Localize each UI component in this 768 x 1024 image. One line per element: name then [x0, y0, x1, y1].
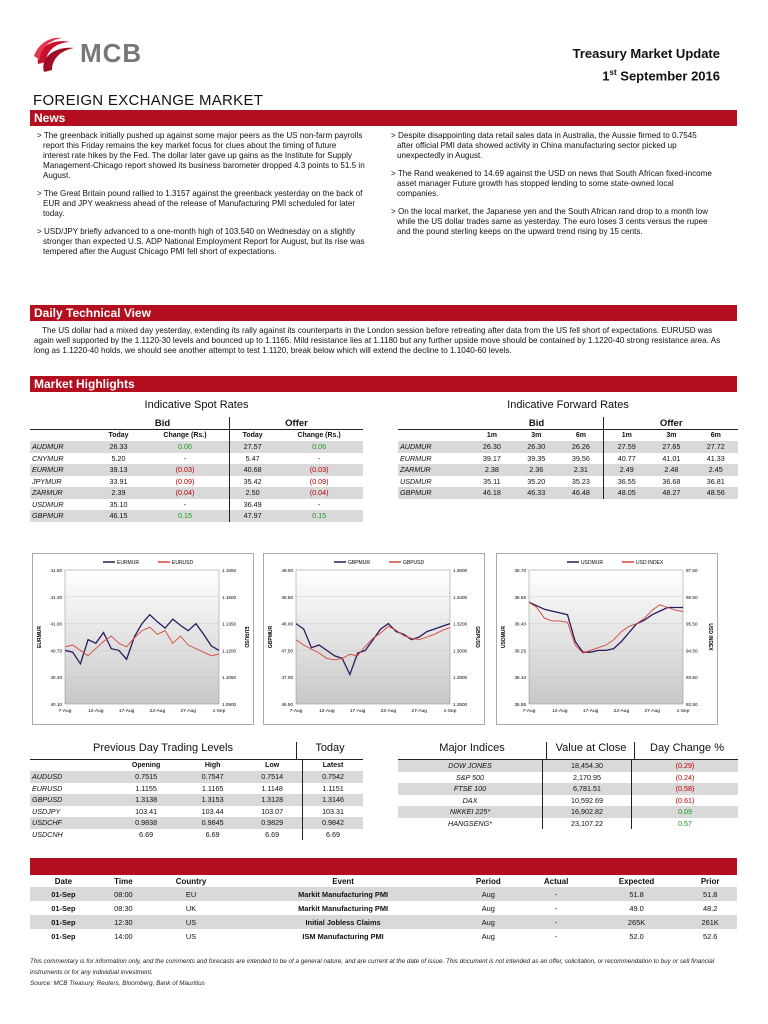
rate-cell: 36.68	[662, 476, 681, 486]
y2-tick-label: 1.1650	[222, 568, 237, 573]
level-cell: 103.31	[303, 806, 363, 818]
technical-text: The US dollar had a mixed day yesterday, extending its rally against its counterparts in the London session before retreating after data from the US fell short of expectations. EURUSD was again well supported by the 1.1120-30 levels and bounced up to 1.1165. Mild resistance lies at 1.1180 but any further upside move should be contained by 1.1220-40 strong resistance area. As long as 1.1220-40 holds, we should see another attempt to test 1.1120, break below which will extend the decline to 1.1040-60 levels.	[34, 326, 721, 355]
pair-label: AUDUSD	[30, 771, 109, 783]
indices-table	[398, 759, 738, 829]
column-header: Expected	[618, 876, 655, 886]
rate-cell: 39.56	[571, 453, 590, 463]
index-name: FTSE 100	[398, 783, 543, 795]
bid-value: 2.39	[96, 487, 141, 499]
calendar-cell: 49.0	[629, 903, 644, 913]
x-tick-label: 27-Aug	[180, 709, 196, 714]
index-name: DAX	[462, 795, 478, 805]
legend-label: EURUSD	[172, 560, 194, 566]
offer-change: (0.03)	[275, 464, 363, 476]
pair-label: EURMUR	[400, 453, 432, 463]
rate-cell: 41.33	[706, 453, 725, 463]
index-name: NIKKEI 225*	[398, 806, 543, 818]
y-tick-label: 41.60	[50, 568, 62, 573]
calendar-cell: 265K	[590, 915, 684, 929]
index-value: 23,107.22	[543, 818, 632, 830]
economic-calendar-table	[30, 875, 737, 943]
y2-tick-label: 97.50	[686, 568, 698, 573]
spot-rates-table: Bid Offer Today Change (Rs.) Today Change (Rs.) AUDMUR 26.33 0.06 27.57 0.06 CNYMUR 5.20 - 5.47 - EURMUR 39.13 (0.03) 40.68 (0.03) JPYMUR 33.91 (0.09) 35.42 (0.09) ZARMUR 2.39 (0.04) 2.50 (0.04) USDMUR 35.10 - 36.49 - GBPMUR 46.15 0.15 47.97 0.15	[30, 417, 363, 522]
legend-label: GBPMUR	[348, 560, 370, 566]
y2-tick-label: 1.3200	[453, 621, 468, 627]
rate-cell: 27.72	[694, 441, 738, 453]
index-change: 0.57	[632, 818, 739, 830]
calendar-cell: Aug	[454, 915, 522, 929]
technical-bar: Daily Technical View	[30, 305, 737, 321]
calendar-cell: 08:30	[114, 903, 133, 913]
table-row	[30, 783, 363, 795]
news-item: > The Great Britain pound rallied to 1.3157 against the greenback yesterday on the back of EUR and JPY weakness ahead of the release of Manufacturing PMI scheduled for later today.	[37, 189, 363, 218]
eurmur-chart	[32, 553, 254, 725]
legend-label: GBPUSD	[403, 560, 425, 566]
table-row	[398, 772, 738, 784]
calendar-cell: 261K	[683, 915, 737, 929]
y-axis-label: EURMUR	[37, 626, 43, 648]
level-cell: 103.07	[261, 806, 284, 816]
column-header: Country	[175, 876, 207, 886]
column-header: Prior	[700, 876, 720, 886]
x-tick-label: 1-Sep	[443, 709, 457, 714]
pair-label: EURMUR	[30, 464, 96, 476]
index-value: 18,454.30	[543, 760, 632, 772]
y2-tick-label: 1.1200	[222, 648, 237, 654]
index-value: 6,781.51	[543, 783, 632, 795]
bid-value: 26.33	[96, 441, 141, 453]
x-tick-label: 22-Aug	[380, 709, 397, 714]
pair-label: USDCNH	[32, 829, 63, 839]
bid-value: 33.91	[109, 476, 128, 486]
table-row	[30, 771, 363, 783]
level-cell: 6.69	[205, 829, 220, 839]
y2-tick-label: 1.3000	[453, 648, 468, 654]
offer-value: 35.42	[230, 476, 276, 488]
calendar-cell: UK	[185, 903, 197, 913]
bid-change: -	[183, 499, 187, 509]
y-tick-label: 48.50	[281, 594, 293, 600]
level-cell: 0.9829	[242, 817, 302, 829]
calendar-cell: 01-Sep	[30, 915, 97, 929]
y-tick-label: 40.10	[50, 702, 62, 707]
level-cell: 0.7514	[242, 771, 302, 783]
level-cell: 0.7515	[109, 771, 183, 783]
level-cell: 1.3138	[109, 794, 183, 806]
calendar-cell: EU	[150, 887, 232, 901]
index-change: (0.24)	[632, 772, 739, 784]
calendar-cell: Aug	[481, 903, 495, 913]
rate-cell: 26.30	[470, 441, 514, 453]
y-tick-label: 35.95	[514, 702, 526, 707]
level-cell: 1.1155	[135, 783, 157, 793]
rate-cell: 27.59	[604, 441, 649, 453]
index-value: 2,170.95	[543, 772, 632, 784]
pair-label: USDMUR	[400, 476, 432, 486]
index-name: HANGSENG*	[448, 818, 492, 828]
document-title	[573, 44, 720, 85]
bid-change: -	[183, 453, 187, 463]
offer-value: 27.57	[230, 441, 276, 453]
pair-label: EURUSD	[32, 783, 63, 793]
rate-cell: 2.45	[694, 464, 738, 476]
y2-axis-label: GBPUSD	[474, 626, 480, 648]
rate-cell: 40.77	[604, 453, 649, 465]
rate-cell: 35.11	[483, 476, 501, 486]
table-row	[398, 818, 738, 830]
x-tick-label: 17-Aug	[582, 709, 599, 714]
calendar-cell: -	[554, 903, 558, 913]
y2-tick-label: 95.50	[686, 621, 698, 627]
indices-change-title: Day Change %	[634, 742, 739, 759]
column-header: Event	[332, 876, 354, 886]
calendar-cell: 01-Sep	[30, 887, 97, 901]
indices-value-title: Value at Close	[546, 742, 635, 759]
table-row	[30, 794, 363, 806]
index-value: 10,592.69	[543, 795, 632, 807]
index-change: (0.29)	[632, 760, 739, 772]
rate-cell: 48.27	[649, 487, 693, 499]
table-row	[30, 829, 363, 841]
calendar-cell: 51.8	[683, 887, 737, 901]
forward-rates-table: Bid Offer 1m 3m 6m 1m 3m 6m AUDMUR 26.30 26.30 26.26 27.59 27.65 27.72 EURMUR 39.17 39.35 39.56 40.77 41.01 41.33 ZARMUR 2.38 2.36 2.31 2.49 2.48 2.45 USDMUR 35.11 35.20 35.23 36.55 36.68 36.81 GBPMUR 46.18 46.33 46.48 48.05 48.27 48.56	[398, 417, 738, 499]
level-cell: 1.3146	[303, 794, 363, 806]
x-tick-label: 12-Aug	[88, 709, 104, 714]
y2-tick-label: 1.1350	[222, 621, 237, 627]
x-tick-label: 12-Aug	[552, 709, 568, 714]
y2-tick-label: 1.2600	[453, 702, 468, 707]
y-axis-label: USDMUR	[501, 626, 507, 648]
calendar-bar	[30, 858, 737, 875]
pair-label: CNYMUR	[32, 453, 64, 463]
offer-change: (0.09)	[309, 476, 329, 486]
calendar-cell: Aug	[454, 887, 522, 901]
calendar-cell: Markit Manufacturing PMI	[232, 887, 454, 901]
x-tick-label: 17-Aug	[118, 709, 135, 714]
index-change: (0.58)	[632, 783, 739, 795]
calendar-cell: ISM Manufacturing PMI	[302, 931, 384, 941]
table-row	[30, 441, 363, 453]
calendar-cell: 08:00	[97, 887, 150, 901]
usdmur-chart	[496, 553, 718, 725]
bid-change: 0.06	[141, 441, 230, 453]
y-tick-label: 47.00	[281, 675, 293, 681]
level-cell: 0.7542	[303, 771, 363, 783]
table-row	[398, 487, 738, 499]
bid-change: (0.04)	[141, 487, 230, 499]
y-tick-label: 41.00	[50, 621, 62, 627]
legend-label: USD INDEX	[636, 560, 664, 566]
pair-label: USDCHF	[30, 817, 109, 829]
table-row	[30, 464, 363, 476]
rate-cell: 48.56	[694, 487, 738, 499]
calendar-header	[30, 875, 737, 887]
level-cell: 1.1165	[201, 783, 224, 793]
rate-cell: 2.38	[470, 464, 514, 476]
news-item: > USD/JPY briefly advanced to a one-month high of 103.540 on Wednesday on a slightly stronger than expected U.S. ADP National Employment Report for August, but its rise was tempered after the August Chicago PMI fell short of expectations.	[37, 227, 365, 256]
index-change: 0.09	[632, 806, 739, 818]
plot-area	[65, 570, 219, 704]
news-left-column	[35, 131, 365, 265]
x-tick-label: 22-Aug	[613, 709, 630, 714]
y2-tick-label: 1.3400	[453, 594, 468, 600]
indices-title: Major Indices	[439, 742, 505, 754]
rate-cell: 2.36	[514, 464, 558, 476]
y-tick-label: 36.55	[514, 594, 526, 600]
offer-change: 0.15	[275, 510, 363, 522]
news-bar: News	[30, 110, 737, 126]
table-row	[398, 760, 738, 772]
table-row	[30, 915, 737, 929]
level-cell: 1.3128	[242, 794, 302, 806]
level-cell: 0.7547	[183, 771, 242, 783]
rate-cell: 27.65	[649, 441, 693, 453]
y2-tick-label: 1.1050	[222, 675, 237, 681]
prev-day-title: Previous Day Trading Levels	[92, 742, 233, 754]
legend-label: EURMUR	[117, 560, 139, 566]
y-tick-label: 48.00	[281, 621, 293, 627]
table-row	[30, 901, 737, 915]
calendar-cell: 48.2	[702, 903, 718, 913]
calendar-cell: -	[522, 915, 589, 929]
offer-value: 36.49	[230, 499, 276, 511]
bid-value: 46.15	[96, 510, 141, 522]
y-tick-label: 40.70	[50, 648, 62, 654]
pair-label: USDJPY	[32, 806, 61, 816]
bid-change: (0.03)	[141, 464, 230, 476]
table-row	[398, 464, 738, 476]
calendar-cell: -	[522, 887, 589, 901]
disclaimer: This commentary is for information only, and the comments and forecasts are intended to be of a general nature, and are current at the date of issue. This document is not intended as an offer, solicitation, or recommendation to buy or sell financial instruments or for any individual investment.	[30, 958, 715, 976]
calendar-cell: Initial Jobless Claims	[232, 915, 454, 929]
rate-cell: 46.48	[558, 487, 603, 499]
calendar-cell: 01-Sep	[51, 903, 76, 913]
table-row	[30, 887, 737, 901]
offer-change: -	[317, 453, 321, 463]
offer-value: 5.47	[230, 453, 276, 465]
logo-text: MCB	[80, 38, 143, 68]
table-row	[30, 476, 363, 488]
calendar-cell: US	[185, 931, 197, 941]
calendar-cell: 52.0	[629, 931, 644, 941]
level-cell: 0.9838	[109, 817, 183, 829]
rate-cell: 26.30	[514, 441, 558, 453]
prev-day-table: Opening High Low Latest AUDUSD 0.7515 0.7547 0.7514 0.7542 EURUSD 1.1155 1.1165 1.1148 1.1151 GBPUSD 1.3138 1.3153 1.3128 1.3146 USDJPY 103.41 103.44 103.07 103.31 USDCHF 0.9838 0.9845 0.9829 0.9842 USDCNH 6.69 6.69 6.69 6.69	[30, 759, 363, 840]
index-name: S&P 500	[455, 772, 485, 782]
column-header: Period	[475, 876, 501, 886]
table-row	[30, 453, 363, 465]
y2-tick-label: 92.50	[686, 702, 698, 707]
index-name: DOW JONES	[398, 760, 543, 772]
y-tick-label: 36.40	[514, 621, 526, 627]
rate-cell: 39.17	[482, 453, 501, 463]
calendar-cell: 14:00	[114, 931, 133, 941]
offer-change: 0.06	[275, 441, 363, 453]
highlights-bar: Market Highlights	[30, 376, 737, 392]
level-cell: 0.9842	[303, 817, 363, 829]
column-header: Actual	[543, 876, 569, 886]
table-row	[398, 476, 738, 488]
x-tick-label: 27-Aug	[411, 709, 427, 714]
x-tick-label: 7-Aug	[58, 709, 72, 714]
table-row	[398, 453, 738, 465]
offer-value: 2.50	[230, 487, 276, 499]
news-item: > Despite disappointing data retail sales data in Australia, the Aussie firmed to 0.7545 after official PMI data showed activity in China manufacturing sector picked up unexpectedly in August.	[391, 131, 697, 160]
source-note: Source: MCB Treasury, Reuters, Bloomberg, Bank of Mauritius	[30, 980, 205, 987]
doc-title-text: Treasury Market Update	[572, 46, 720, 61]
table-row	[398, 783, 738, 795]
rate-cell: 36.55	[604, 476, 649, 488]
level-cell: 0.9845	[183, 817, 242, 829]
x-tick-label: 22-Aug	[149, 709, 166, 714]
news-item: > On the local market, the Japanese yen and the South African rand drop to a month low while the US dollar trades same as yesterday. The euro loses 3 cents versus the rupee and the pound sterling keeps on the upward trend rising by 15 cents.	[391, 207, 708, 236]
rate-cell: 35.23	[571, 476, 590, 486]
level-cell: 103.44	[201, 806, 224, 816]
table-row	[398, 795, 738, 807]
level-cell: 6.69	[303, 829, 363, 841]
calendar-cell: 12:30	[97, 915, 150, 929]
news-right-column	[389, 131, 714, 245]
pair-label: AUDMUR	[398, 441, 470, 453]
doc-date: 1st September 2016	[602, 68, 720, 84]
level-cell: 1.1151	[303, 783, 363, 795]
bid-change: (0.09)	[175, 476, 195, 486]
calendar-cell: Markit Manufacturing PMI	[298, 903, 389, 913]
table-row	[30, 806, 363, 818]
y-tick-label: 40.40	[50, 675, 62, 681]
rate-cell: 2.31	[558, 464, 603, 476]
y2-tick-label: 1.3600	[453, 568, 468, 573]
level-cell: 1.3153	[183, 794, 242, 806]
plot-area	[529, 570, 683, 704]
y2-tick-label: 96.50	[686, 594, 698, 600]
table-row	[30, 817, 363, 829]
bid-value: 5.20	[111, 453, 126, 463]
pair-label: ZARMUR	[398, 464, 470, 476]
section-title: FOREIGN EXCHANGE MARKET	[33, 92, 264, 109]
rate-cell: 2.48	[649, 464, 693, 476]
calendar-cell: -	[554, 931, 558, 941]
offer-value: 47.97	[230, 510, 276, 522]
footer	[30, 956, 740, 989]
rate-cell: 26.26	[558, 441, 603, 453]
table-row	[30, 510, 363, 522]
pair-label: GBPMUR	[30, 510, 96, 522]
x-tick-label: 12-Aug	[319, 709, 335, 714]
table-row	[398, 441, 738, 453]
x-tick-label: 1-Sep	[676, 709, 690, 714]
bid-change: 0.15	[141, 510, 230, 522]
pair-label: USDMUR	[32, 499, 64, 509]
pair-label: ZARMUR	[30, 487, 96, 499]
y-tick-label: 47.50	[281, 648, 293, 654]
y2-tick-label: 1.2800	[453, 675, 468, 681]
y-tick-label: 41.30	[50, 594, 62, 600]
offer-value: 40.68	[230, 464, 276, 476]
legend-label: USDMUR	[581, 560, 603, 566]
calendar-cell: 51.8	[590, 887, 684, 901]
rate-cell: 48.05	[604, 487, 649, 499]
y2-axis-label: USD INDEX	[707, 623, 713, 651]
table-row	[398, 806, 738, 818]
x-tick-label: 1-Sep	[212, 709, 226, 714]
calendar-cell: 52.6	[702, 931, 718, 941]
forward-title: Indicative Forward Rates	[507, 399, 629, 411]
x-tick-label: 27-Aug	[644, 709, 660, 714]
index-value: 16,902.82	[543, 806, 632, 818]
y-tick-label: 46.50	[281, 702, 293, 707]
column-header: Time	[114, 876, 133, 886]
pair-label: AUDMUR	[30, 441, 96, 453]
rate-cell: 36.81	[706, 476, 725, 486]
level-cell: 6.69	[139, 829, 154, 839]
prev-day-today-title: Today	[296, 742, 363, 759]
bid-value: 35.10	[109, 499, 128, 509]
rate-cell: 39.35	[527, 453, 546, 463]
y2-tick-label: 94.50	[686, 648, 698, 654]
spot-title: Indicative Spot Rates	[144, 399, 249, 411]
table-row	[30, 929, 737, 943]
rate-cell: 46.33	[514, 487, 558, 499]
y2-tick-label: 93.50	[686, 675, 698, 681]
level-cell: 6.69	[265, 829, 280, 839]
level-cell: 103.41	[135, 806, 158, 816]
y-tick-label: 36.70	[514, 568, 526, 573]
offer-change: (0.04)	[275, 487, 363, 499]
y-tick-label: 36.10	[514, 675, 526, 681]
x-tick-label: 7-Aug	[289, 709, 303, 714]
y2-tick-label: 1.0900	[222, 702, 237, 707]
y-tick-label: 36.25	[514, 648, 526, 654]
rate-cell: 46.18	[470, 487, 514, 499]
level-cell: 1.1148	[261, 783, 283, 793]
news-item: > The greenback initially pushed up against some major peers as the US non-farm payrolls report this Friday remains the key market focus for clues about the timing of future interest rate hikes by the Fed. The dollar later gave up gains as the Institute for Supply Management-Chicago report showed its business barometer dropped 4.3 points to 51.5 in August.	[37, 131, 365, 180]
y2-axis-label: EURUSD	[243, 626, 249, 648]
calendar-cell: 01-Sep	[51, 931, 76, 941]
pair-label: GBPUSD	[30, 794, 109, 806]
bid-value: 39.13	[96, 464, 141, 476]
x-tick-label: 7-Aug	[522, 709, 536, 714]
pair-label: JPYMUR	[32, 476, 62, 486]
gbpmur-chart	[263, 553, 485, 725]
index-change: (0.61)	[632, 795, 739, 807]
y2-tick-label: 1.1500	[222, 594, 237, 600]
calendar-cell: Aug	[481, 931, 495, 941]
rate-cell: 35.20	[527, 476, 546, 486]
y-axis-label: GBPMUR	[268, 625, 274, 649]
offer-change: -	[317, 499, 321, 509]
table-row	[30, 499, 363, 511]
rate-cell: 41.01	[662, 453, 681, 463]
y-tick-label: 49.00	[281, 568, 293, 573]
news-item: > The Rand weakened to 14.69 against the USD on news that South African fixed-income asset manager Future growth has stopped lending to some state-owned local companies.	[391, 169, 712, 198]
table-row	[30, 487, 363, 499]
x-tick-label: 17-Aug	[349, 709, 366, 714]
mcb-logo-icon	[32, 34, 78, 80]
column-header: Date	[54, 876, 73, 886]
pair-label: GBPMUR	[398, 487, 470, 499]
rate-cell: 2.49	[604, 464, 649, 476]
calendar-cell: US	[150, 915, 232, 929]
